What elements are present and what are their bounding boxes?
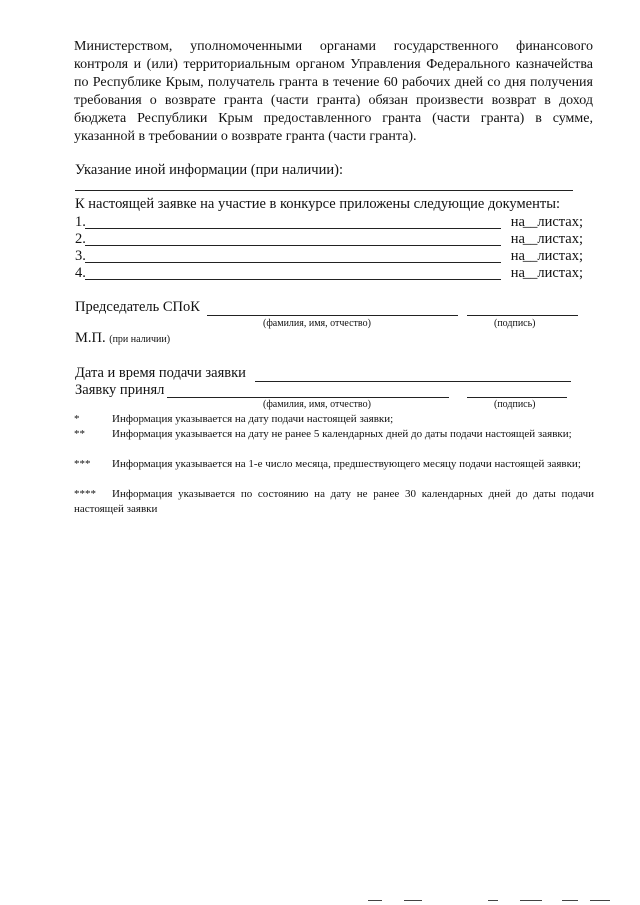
- footnote-text: Информация указывается по состоянию на дату не ранее 30 календарных дней до даты подачи настоящей заявки: [74, 488, 594, 515]
- scan-artifact: [368, 900, 382, 901]
- attachment-na: на: [510, 214, 525, 230]
- other-info-label: Указание иной информации (при наличии):: [75, 162, 343, 178]
- footnote-text: Информация указывается на дату подачи настоящей заявки;: [112, 413, 394, 425]
- chairman-signature-caption: (подпись): [494, 318, 536, 329]
- stamp-note: (при наличии): [109, 334, 171, 345]
- footnote-3: [74, 457, 594, 472]
- scan-artifact: [590, 900, 610, 901]
- footnote-2: [74, 427, 594, 442]
- footnote-4: [74, 487, 594, 517]
- scan-artifact: [520, 900, 542, 901]
- attachment-sheets: __листах;: [522, 248, 583, 264]
- scan-artifact: [562, 900, 578, 901]
- accepted-signature-caption: (подпись): [494, 399, 536, 410]
- stamp-label: М.П.: [75, 330, 106, 346]
- footnote-text: Информация указывается на 1-е число месяца, предшествующего месяцу подачи настоящей заявки;: [112, 458, 581, 470]
- attachment-number: 3.: [75, 248, 86, 264]
- footnote-mark: **: [74, 428, 85, 440]
- footnote-mark: ****: [74, 488, 96, 500]
- chairman-name-caption: (фамилия, имя, отчество): [263, 318, 371, 329]
- attachment-sheets: __листах;: [522, 214, 583, 230]
- other-info-line[interactable]: [75, 190, 573, 191]
- stamp-line: [75, 330, 170, 347]
- attachment-row-4: [75, 265, 585, 282]
- attachment-row-1: [75, 214, 585, 231]
- footnote-1: [74, 412, 594, 427]
- footnote-mark: ***: [74, 458, 91, 470]
- attachment-name-line[interactable]: [85, 262, 501, 263]
- intro-paragraph: Министерством, уполномоченными органами государственного финансового контроля и (или) территориальным органом Управления Федерального казначейства по Республике Крым, получатель гранта в течение 60 рабочих дней со дня получения требования о возврате гранта (части гранта) обязан произвести возврат в доход бюджета Республики Крым предоставленного гранта (части гранта) в сумме, указанной в требовании о возврате гранта (части гранта).: [74, 39, 593, 144]
- footnote-mark: *: [74, 413, 80, 425]
- attachment-name-line[interactable]: [85, 245, 501, 246]
- submission-datetime-line[interactable]: [255, 381, 571, 382]
- chairman-label: Председатель СПоК: [75, 299, 200, 315]
- attachment-number: 4.: [75, 265, 86, 281]
- attachment-na: на: [510, 265, 525, 281]
- attachment-sheets: __листах;: [522, 265, 583, 281]
- footnote-text: Информация указывается на дату не ранее 5 календарных дней до даты подачи настоящей заявки;: [112, 428, 572, 440]
- attachment-row-2: [75, 231, 585, 248]
- scan-artifact: [488, 900, 498, 901]
- scan-artifact: [404, 900, 422, 901]
- accepted-name-line[interactable]: [167, 397, 449, 398]
- attachment-number: 2.: [75, 231, 86, 247]
- attachment-sheets: __листах;: [522, 231, 583, 247]
- submission-datetime-label: Дата и время подачи заявки: [75, 365, 246, 381]
- chairman-name-line[interactable]: [207, 315, 458, 316]
- accepted-name-caption: (фамилия, имя, отчество): [263, 399, 371, 410]
- attachment-row-3: [75, 248, 585, 265]
- chairman-signature-line[interactable]: [467, 315, 578, 316]
- attachment-number: 1.: [75, 214, 86, 230]
- attachments-title: К настоящей заявке на участие в конкурсе приложены следующие документы:: [75, 196, 560, 212]
- accepted-signature-line[interactable]: [467, 397, 567, 398]
- attachment-na: на: [510, 231, 525, 247]
- accepted-label: Заявку принял: [75, 382, 165, 398]
- attachment-name-line[interactable]: [85, 279, 501, 280]
- attachment-name-line[interactable]: [85, 228, 501, 229]
- attachment-na: на: [510, 248, 525, 264]
